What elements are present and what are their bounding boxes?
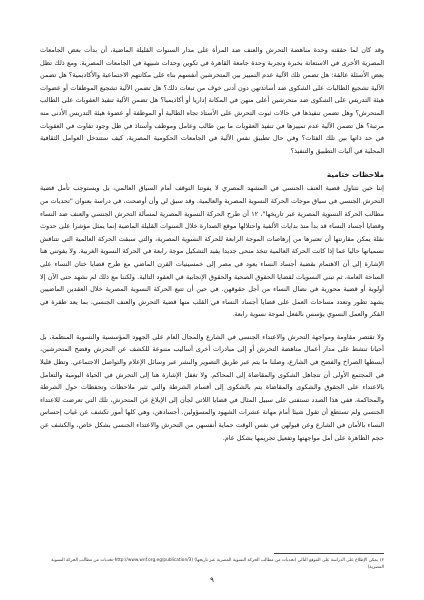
paragraph-2: إننا حين نتناول قضية العنف الجنسي في المشهد المصري لا يفوتنا التوقف أمام السياق العالمي، بل ويستوجب تأمل قضية التحرش الجنسي في سياق موجات الحركة النسوية المصرية والعالمية. وقد سبق لي وأن أوضحت، في دراسة بعنوان "تحديات من مطالب الحركة النسوية المصرية عبر تاريخها"، ١٢ أن طرح الحركة النسوية المصرية لمسألة التحرش الجنسي والعنف ضد النساء وقضايا أجساد النساء قد بدأ منذ بدايات الألفية واحتلالها موقع الصدارة خلال السنوات القليلة الماضية إنما يمثل مؤشرا على حدوث نقلة يمكن مقارنتها أن تعتبرها من إرهاصات الموجة الرابعة للحركة النسوية المصرية، والتي سبقت الحركة العالمية التي تتناقش تسمياتها حاليا عما إذا كانت الحركة العالمية تتخذ منحى جديدا يفيد التشكيل موجة رابعة في الحركة النسوية الغربية. ولا يفوتني هنا الإشارة إلى أن الاهتمام بقضية أجساد النساء يعود في مصر إلى خمسينيات القرن الماضي مع طرح قضايا ختان النساء على الساحة العامة، ثم تبني النسويات لقضايا الحقوق الصحية والحقوق الإنجابية في العقود التالية. ولكننا مع ذلك لم نشهد حتى الآن إلا أولوية أو قضية محورية في نضال النساء من أجل حقوقهن. في حين أن تتبع الحركة النسوية المصرية خلال العقدين الماضيين يشهد تطور وتعدد مساحات العمل على قضايا أجساد النساء في القلب منها قضية التحرش والعنف الجنسي، بما يعد طفرة في الفكر والعمل النسوي يؤسس بالفعل لموجة نسوية رابعة. — [40, 184, 384, 319]
page-number: ٩ — [210, 576, 214, 584]
section-heading: ملاحظات ختامية — [326, 170, 384, 180]
body-text — [40, 44, 384, 444]
paragraph-3: ولا تقتصر مقاومة ومواجهة التحرش والاعتداء الجنسي في الشارع والمجال العام على الجهود المؤسسية والنسوية المنظمة، بل أحيانا تنشط على مدار أعمال مناهضة التحرش أو إلى مبادرات أخرى أساليب متنوعة للكشف عن التحرش وفضح المتحرشين، أبسطها الصراخ والفضح في الشارع، وصلنا ما يتم عبر طريق التصوير والنشر عبر وسائل الإعلام والتواصل الاجتماعي. وتظل قليلا في المجتمع الأولى أن تتجاهل الشكوى والمقاضاة إلى المحاكم. ولا تغفل الإشارة هنا إلى التحرش في الحياة اليومية والتعامل بالاعتداء على الحقوق والشكوى والمقاضاة يتم بالشكوى إلى أقسام الشرطة والتي تثير ملاحظات وتحفظات حول الشرطة والمحاكمة، ففي هذا الصدد تستفتى على سبيل المثال في قضايا اللاتي لجأن إلى الإبلاغ عن المتحرش، تلك التي تعرضت للاعتداء الجنسي ولم تستطع أن تقول شيئا أمام مهانة عشرات الشهود والمسؤولين. أجسادهن، وهي كلها أمور تكشف عن غياب إحساس النساء بالأمان في الشارع وعن قبولهن في نفس الوقت حماية أنفسهن من التحرش والاعتداء الجنسي بشكل خاص، والكشف عن حجم الظاهرة على أمل مواجهتها وتفعيل تجريمها بشكل عام. — [40, 332, 384, 442]
paragraph-1: وقد كان لما حققته وحدة مناهضة التحرش والعنف ضد المرأة على مدار السنوات القليلة الماضية، أن بدأت بعض الجامعات المصرية الأخرى في الاستعانة بخبرة وتجربة وحدة جامعة القاهرة في تكوين وحدات شبيهة في الجامعات المصرية. ومع ذلك تظل بعض الأسئلة عالقة: هل تضمن تلك الآلية عدم التمييز بين المتحرشين أنفسهم بناء على مكانتهم الاجتماعية والأكاديمية؟ هل تضمن الآلية تشجيع الطالبات على الشكوى ضد أساتذتهن دون أدنى خوف من تبعات ذلك؟ هل تضمن الآلية تشجيع الموظفات أو عضوات هيئة التدريس على الشكوى ضد متحرشين أعلى منهن في المكانة إداريا أو أكاديميا؟ هل تضمن الآلية تنفيذ العقوبات على الطالب المتحرش؟ وهل تضمن تنفيذها في حالات ثبوت التحرش على الأستاذ تجاه الطالبة أو الموظفة أو عضوة هيئة التدريس الأدنى منه مرتبة؟ هل تضمن الآلية عدم تمييزها في تنفيذ العقوبات ما بين طالب وعامل وموظف وأستاذ في ظل وجود تفاوت في العقوبات في حد ذاتها بين تلك الفئات؟ وفي حال تطبيق نفس الآلية في الجامعات الحكومية المصرية، كيف ستتدخل العوامل الثقافية المحلية في آليات التطبيق والتنفيذ؟ — [40, 46, 384, 155]
footnote-separator — [274, 553, 384, 554]
footnote: ١٢ يمكن الإطلاع على الدراسة على الموقع التالي (تحديات من مطالب الحركة النسوية المصرية عبر تاريخها) (http://www.wnf.org.eg/publication/3-تحديات من مطالب الحركة النسوية المصرية) — [51, 558, 384, 570]
